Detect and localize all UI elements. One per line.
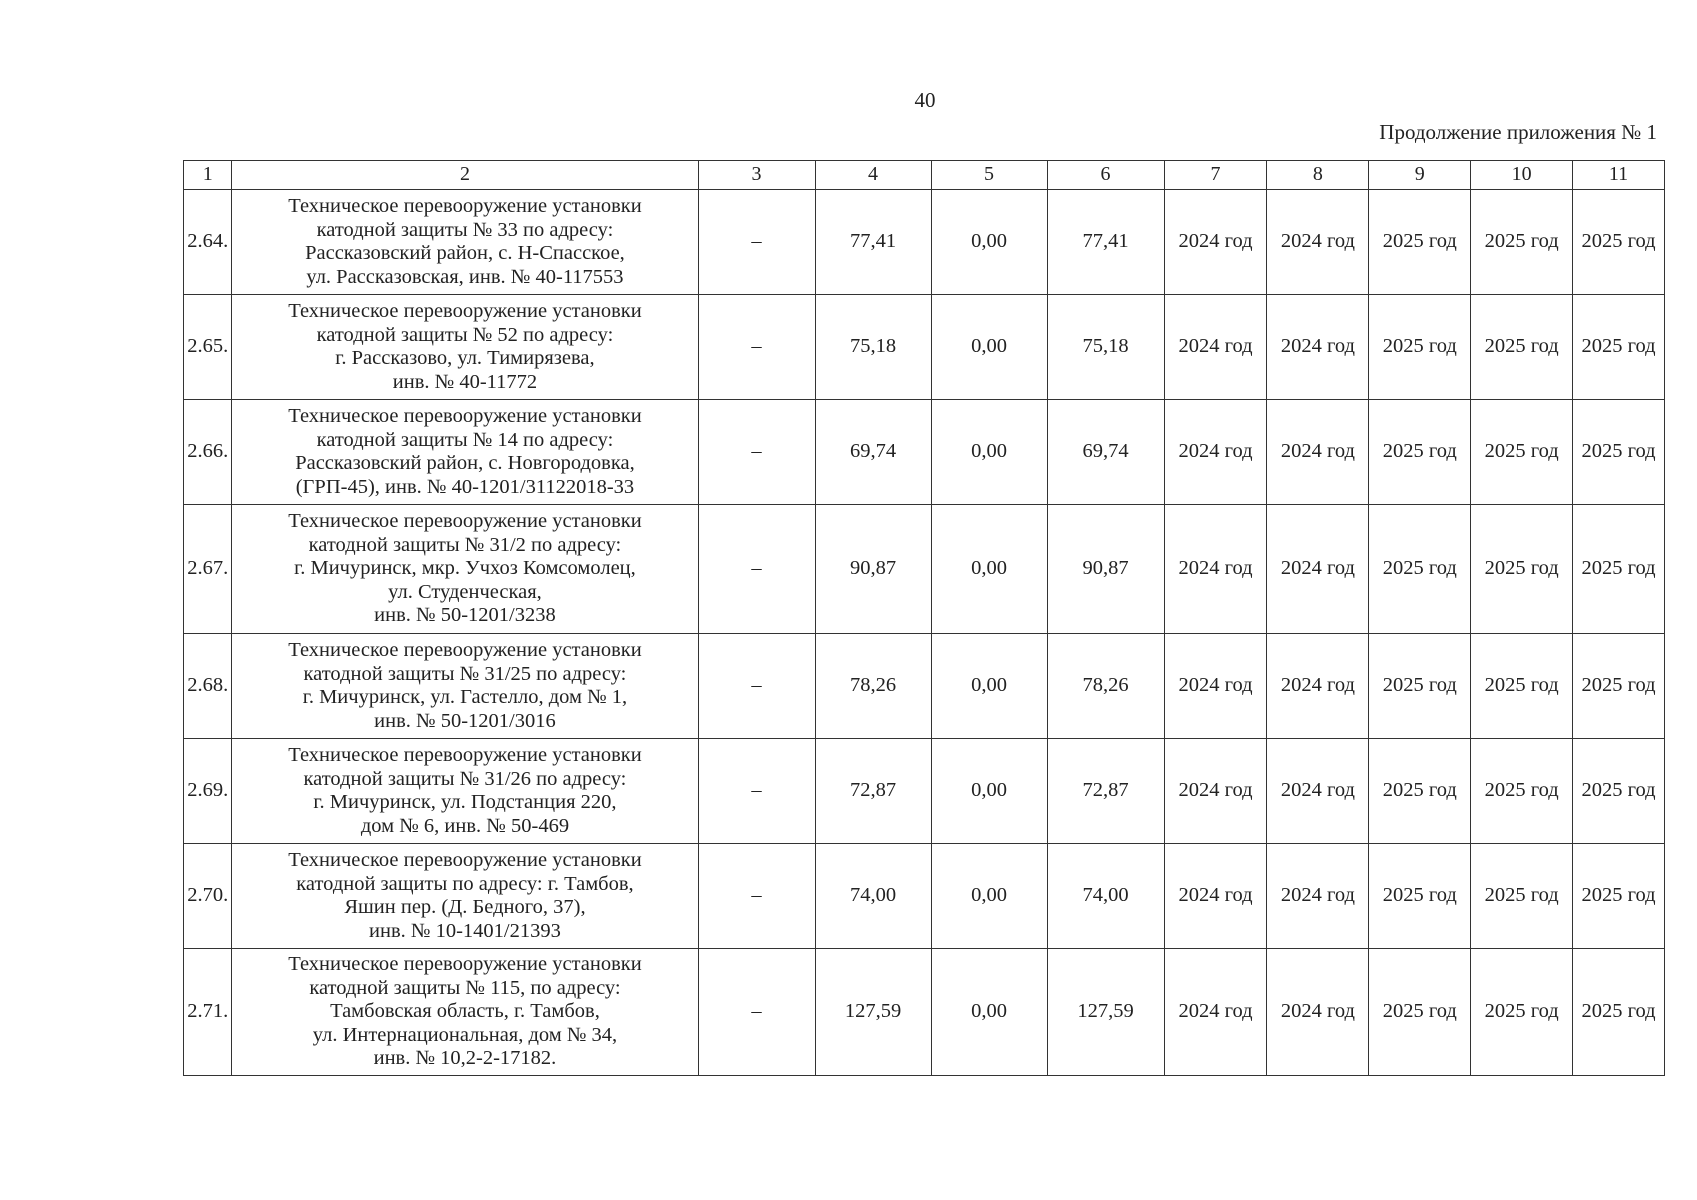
col7-year-cell: 2024 год bbox=[1164, 505, 1267, 634]
table-row bbox=[184, 844, 1665, 949]
row-number-cell: 2.70. bbox=[184, 844, 232, 949]
description-line: катодной защиты № 14 по адресу: bbox=[316, 428, 614, 451]
table-row bbox=[184, 295, 1665, 400]
table-row bbox=[184, 505, 1665, 634]
header-cell: 7 bbox=[1164, 161, 1267, 190]
table-row bbox=[184, 400, 1665, 505]
description-line: катодной защиты по адресу: г. Тамбов, bbox=[296, 872, 634, 895]
col11-year-cell: 2025 год bbox=[1573, 400, 1665, 505]
description-line: г. Мичуринск, мкр. Учхоз Комсомолец, bbox=[294, 557, 636, 580]
description-line: катодной защиты № 52 по адресу: bbox=[316, 323, 614, 346]
col5-value-cell: 0,00 bbox=[931, 844, 1047, 949]
description-cell bbox=[232, 295, 698, 400]
col5-value-cell: 0,00 bbox=[931, 739, 1047, 844]
col6-value-cell: 90,87 bbox=[1047, 505, 1164, 634]
page-number: 40 bbox=[914, 88, 936, 112]
header-cell: 5 bbox=[931, 161, 1047, 190]
row-number-cell: 2.64. bbox=[184, 190, 232, 295]
description-line: Рассказовский район, с. Новгородовка, bbox=[295, 452, 635, 474]
description-line: инв. № 40-11772 bbox=[392, 370, 538, 393]
header-cell: 11 bbox=[1573, 161, 1665, 190]
col11-year-cell: 2025 год bbox=[1573, 739, 1665, 844]
description-cell bbox=[232, 739, 698, 844]
description-line: ул. Рассказовская, инв. № 40-117553 bbox=[306, 265, 624, 288]
col10-year-cell: 2025 год bbox=[1471, 739, 1573, 844]
description-line: г. Рассказово, ул. Тимирязева, bbox=[335, 347, 595, 369]
description-line: Техническое перевооружение установки bbox=[288, 405, 642, 427]
header-cell: 10 bbox=[1471, 161, 1573, 190]
col8-year-cell: 2024 год bbox=[1267, 844, 1369, 949]
row-number-cell: 2.68. bbox=[184, 634, 232, 739]
description-line: Техническое перевооружение установки bbox=[288, 639, 642, 661]
description-line: катодной защиты № 115, по адресу: bbox=[309, 976, 621, 999]
row-number-cell: 2.66. bbox=[184, 400, 232, 505]
col10-year-cell: 2025 год bbox=[1471, 505, 1573, 634]
description-line: инв. № 10-1401/21393 bbox=[369, 919, 561, 942]
col6-value-cell: 78,26 bbox=[1047, 634, 1164, 739]
col8-year-cell: 2024 год bbox=[1267, 739, 1369, 844]
header-cell: 1 bbox=[184, 161, 232, 190]
table-body bbox=[184, 161, 1665, 1076]
description-line: г. Мичуринск, ул. Гастелло, дом № 1, bbox=[302, 686, 628, 708]
col11-year-cell: 2025 год bbox=[1573, 190, 1665, 295]
continuation-label: Продолжение приложения № 1 bbox=[1379, 120, 1657, 144]
col9-year-cell: 2025 год bbox=[1369, 949, 1471, 1076]
col5-value-cell: 0,00 bbox=[931, 190, 1047, 295]
description-line: Техническое перевооружение установки bbox=[288, 300, 642, 322]
col6-value-cell: 72,87 bbox=[1047, 739, 1164, 844]
col9-year-cell: 2025 год bbox=[1369, 295, 1471, 400]
description-line: катодной защиты № 31/26 по адресу: bbox=[303, 767, 627, 790]
table-row bbox=[184, 634, 1665, 739]
col4-value-cell: 69,74 bbox=[815, 400, 931, 505]
col10-year-cell: 2025 год bbox=[1471, 844, 1573, 949]
col4-value-cell: 77,41 bbox=[815, 190, 931, 295]
col7-year-cell: 2024 год bbox=[1164, 400, 1267, 505]
row-number-cell: 2.67. bbox=[184, 505, 232, 634]
description-cell bbox=[232, 400, 698, 505]
col10-year-cell: 2025 год bbox=[1471, 295, 1573, 400]
col5-value-cell: 0,00 bbox=[931, 400, 1047, 505]
col4-value-cell: 78,26 bbox=[815, 634, 931, 739]
col11-year-cell: 2025 год bbox=[1573, 844, 1665, 949]
col3-cell: – bbox=[698, 739, 815, 844]
col8-year-cell: 2024 год bbox=[1267, 634, 1369, 739]
row-number-cell: 2.69. bbox=[184, 739, 232, 844]
description-line: (ГРП-45), инв. № 40-1201/31122018-33 bbox=[295, 475, 635, 498]
description-line: дом № 6, инв. № 50-469 bbox=[360, 814, 570, 837]
description-cell bbox=[232, 634, 698, 739]
col3-cell: – bbox=[698, 844, 815, 949]
col7-year-cell: 2024 год bbox=[1164, 190, 1267, 295]
header-row bbox=[184, 161, 1665, 190]
description-line: инв. № 50-1201/3238 bbox=[374, 604, 556, 627]
col7-year-cell: 2024 год bbox=[1164, 295, 1267, 400]
col9-year-cell: 2025 год bbox=[1369, 739, 1471, 844]
description-line: Техническое перевооружение установки bbox=[288, 510, 642, 533]
col11-year-cell: 2025 год bbox=[1573, 295, 1665, 400]
header-cell: 6 bbox=[1047, 161, 1164, 190]
row-number-cell: 2.71. bbox=[184, 949, 232, 1076]
description-line: Рассказовский район, с. Н-Спасское, bbox=[305, 242, 625, 264]
description-cell bbox=[232, 949, 698, 1076]
col9-year-cell: 2025 год bbox=[1369, 190, 1471, 295]
description-line: Техническое перевооружение установки bbox=[288, 744, 642, 766]
col4-value-cell: 72,87 bbox=[815, 739, 931, 844]
col4-value-cell: 127,59 bbox=[815, 949, 931, 1076]
col10-year-cell: 2025 год bbox=[1471, 400, 1573, 505]
col9-year-cell: 2025 год bbox=[1369, 634, 1471, 739]
col6-value-cell: 127,59 bbox=[1047, 949, 1164, 1076]
col9-year-cell: 2025 год bbox=[1369, 505, 1471, 634]
col8-year-cell: 2024 год bbox=[1267, 949, 1369, 1076]
description-line: Техническое перевооружение установки bbox=[288, 953, 642, 976]
col11-year-cell: 2025 год bbox=[1573, 634, 1665, 739]
col9-year-cell: 2025 год bbox=[1369, 844, 1471, 949]
col7-year-cell: 2024 год bbox=[1164, 844, 1267, 949]
description-cell bbox=[232, 844, 698, 949]
description-line: Тамбовская область, г. Тамбов, bbox=[330, 1000, 600, 1023]
description-line: ул. Студенческая, bbox=[388, 580, 542, 603]
col11-year-cell: 2025 год bbox=[1573, 949, 1665, 1076]
header-cell: 4 bbox=[815, 161, 931, 190]
col9-year-cell: 2025 год bbox=[1369, 400, 1471, 505]
description-line: катодной защиты № 31/25 по адресу: bbox=[303, 662, 627, 685]
table-row bbox=[184, 949, 1665, 1076]
header-cell: 2 bbox=[232, 161, 698, 190]
description-line: Техническое перевооружение установки bbox=[288, 849, 642, 871]
description-line: г. Мичуринск, ул. Подстанция 220, bbox=[313, 791, 617, 813]
col6-value-cell: 75,18 bbox=[1047, 295, 1164, 400]
col10-year-cell: 2025 год bbox=[1471, 634, 1573, 739]
schedule-table bbox=[183, 160, 1665, 1076]
col8-year-cell: 2024 год bbox=[1267, 505, 1369, 634]
col3-cell: – bbox=[698, 295, 815, 400]
col5-value-cell: 0,00 bbox=[931, 505, 1047, 634]
table-row bbox=[184, 739, 1665, 844]
col7-year-cell: 2024 год bbox=[1164, 949, 1267, 1076]
table-row bbox=[184, 190, 1665, 295]
description-line: катодной защиты № 31/2 по адресу: bbox=[308, 533, 622, 556]
description-line: ул. Интернациональная, дом № 34, bbox=[312, 1023, 618, 1046]
header-cell: 8 bbox=[1267, 161, 1369, 190]
col6-value-cell: 77,41 bbox=[1047, 190, 1164, 295]
col3-cell: – bbox=[698, 949, 815, 1076]
col10-year-cell: 2025 год bbox=[1471, 190, 1573, 295]
header-cell: 9 bbox=[1369, 161, 1471, 190]
description-cell bbox=[232, 190, 698, 295]
description-line: Техническое перевооружение установки bbox=[288, 195, 642, 217]
description-line: инв. № 50-1201/3016 bbox=[374, 709, 556, 732]
col3-cell: – bbox=[698, 190, 815, 295]
col3-cell: – bbox=[698, 400, 815, 505]
description-line: Яшин пер. (Д. Бедного, 37), bbox=[344, 896, 586, 918]
col6-value-cell: 74,00 bbox=[1047, 844, 1164, 949]
col5-value-cell: 0,00 bbox=[931, 295, 1047, 400]
col4-value-cell: 74,00 bbox=[815, 844, 931, 949]
col3-cell: – bbox=[698, 634, 815, 739]
col8-year-cell: 2024 год bbox=[1267, 190, 1369, 295]
description-line: инв. № 10,2-2-17182. bbox=[373, 1047, 557, 1070]
header-cell: 3 bbox=[698, 161, 815, 190]
col8-year-cell: 2024 год bbox=[1267, 295, 1369, 400]
col6-value-cell: 69,74 bbox=[1047, 400, 1164, 505]
col3-cell: – bbox=[698, 505, 815, 634]
description-cell bbox=[232, 505, 698, 634]
col5-value-cell: 0,00 bbox=[931, 634, 1047, 739]
col4-value-cell: 75,18 bbox=[815, 295, 931, 400]
col4-value-cell: 90,87 bbox=[815, 505, 931, 634]
col10-year-cell: 2025 год bbox=[1471, 949, 1573, 1076]
row-number-cell: 2.65. bbox=[184, 295, 232, 400]
col7-year-cell: 2024 год bbox=[1164, 739, 1267, 844]
col8-year-cell: 2024 год bbox=[1267, 400, 1369, 505]
description-line: катодной защиты № 33 по адресу: bbox=[316, 218, 614, 241]
col7-year-cell: 2024 год bbox=[1164, 634, 1267, 739]
col11-year-cell: 2025 год bbox=[1573, 505, 1665, 634]
col5-value-cell: 0,00 bbox=[931, 949, 1047, 1076]
